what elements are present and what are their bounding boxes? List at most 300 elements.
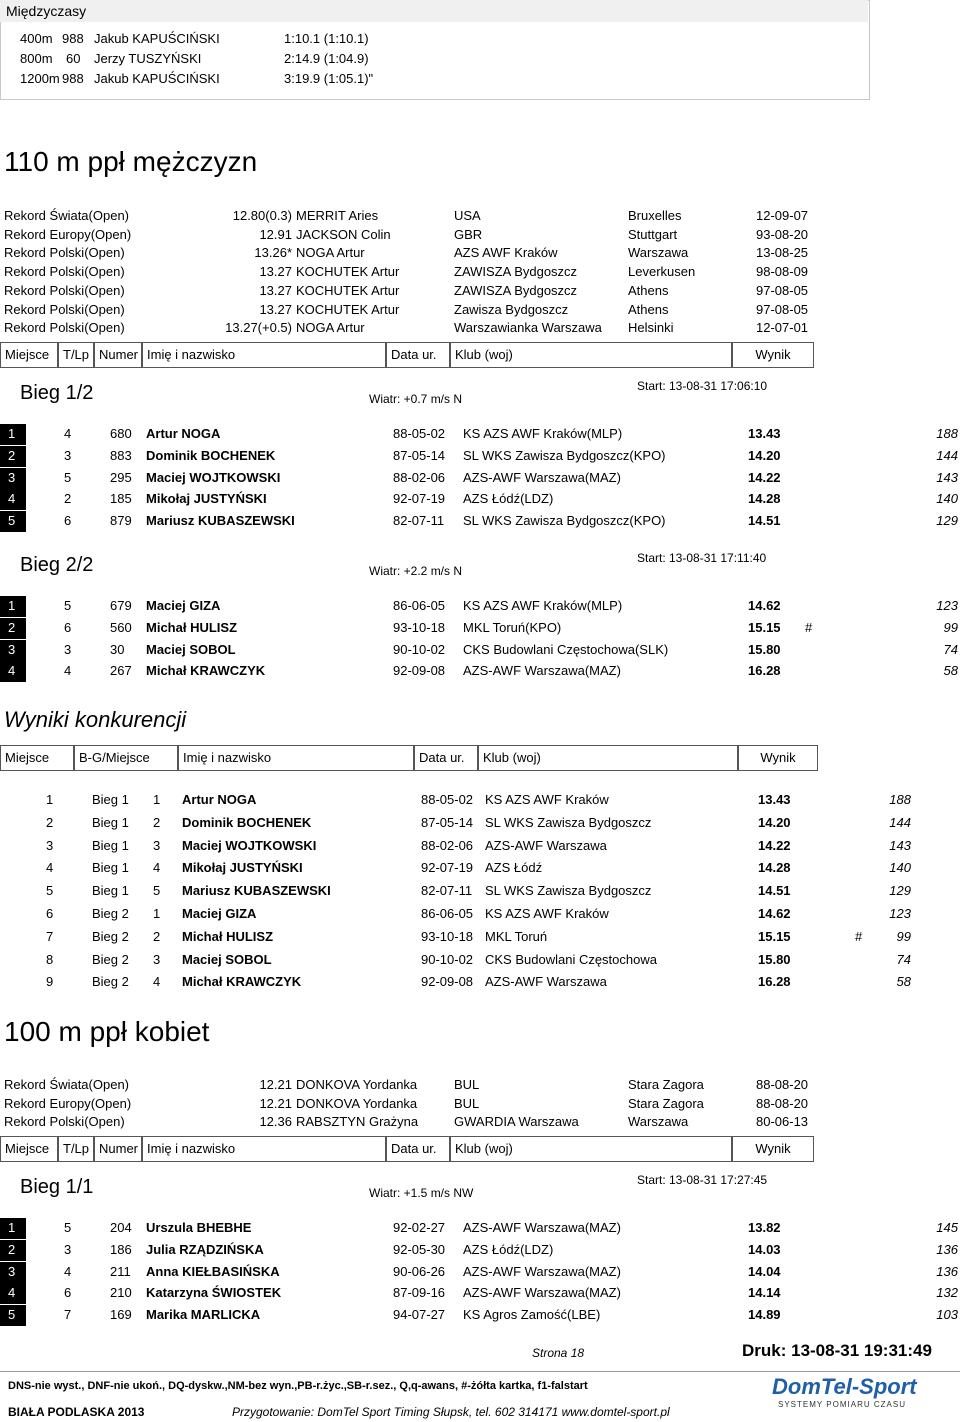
result-time: 15.15 (748, 619, 781, 635)
record-country-club: GBR (454, 226, 483, 242)
heat-wind: Wiatr: +2.2 m/s N (369, 564, 463, 578)
place-number: 2 (8, 447, 16, 463)
record-city: Stuttgart (628, 226, 678, 242)
heat-start-time: Start: 13-08-31 17:11:40 (637, 551, 767, 565)
points: 136 (936, 1263, 958, 1279)
athlete-name: Katarzyna ŚWIOSTEK (146, 1285, 282, 1301)
athlete-name: Mikołaj JUSTYŃSKI (146, 491, 267, 507)
split-row (0, 51, 868, 71)
header-club: Klub (woj) (450, 1136, 732, 1162)
record-label: Rekord Świata(Open) (4, 1077, 129, 1092)
club: KS AZS AWF Kraków(MLP) (463, 426, 623, 441)
place-badge (0, 1262, 26, 1283)
result-time: 14.20 (758, 814, 791, 830)
club: CKS Budowlani Częstochowa(SLK) (463, 641, 669, 657)
club: AZS-AWF Warszawa(MAZ) (463, 469, 621, 485)
record-row (0, 1095, 830, 1113)
athlete-name: Dominik BOCHENEK (182, 814, 312, 830)
page-number: Strona 18 (532, 1346, 585, 1360)
header-bar (0, 342, 820, 370)
place: 5 (46, 883, 54, 899)
result-time: 15.80 (748, 641, 781, 657)
athlete-name: Maciej GIZA (146, 598, 221, 613)
heat: Bieg 2 (92, 928, 129, 944)
points: 188 (936, 426, 958, 441)
heat: Bieg 2 (92, 906, 129, 921)
record-city: Warszawa (628, 245, 689, 261)
birth-date: 88-02-06 (393, 469, 446, 485)
club: AZS-AWF Warszawa(MAZ) (463, 1263, 621, 1279)
header-dob: Data ur. (386, 342, 450, 368)
competition-results-title: Wyniki konkurencji (4, 707, 187, 732)
result-row (0, 1262, 960, 1283)
record-holder: JACKSON Colin (296, 226, 391, 242)
record-label: Rekord Polski(Open) (4, 320, 125, 336)
split-dist: 400m (20, 31, 53, 46)
record-date: 97-08-05 (756, 301, 809, 317)
place-badge (0, 661, 26, 682)
record-city: Warszawa (628, 1114, 689, 1130)
lane: 6 (64, 619, 72, 635)
heat-wind: Wiatr: +0.7 m/s N (369, 392, 463, 406)
athlete-name: Michał KRAWCZYK (182, 974, 302, 990)
result-time: 14.28 (748, 491, 781, 507)
place-number: 5 (8, 513, 16, 529)
athlete-name: Mikołaj JUSTYŃSKI (182, 860, 303, 876)
result-row (0, 618, 960, 639)
club: MKL Toruń (485, 928, 548, 944)
place-number: 4 (8, 491, 16, 507)
place-badge (0, 640, 26, 661)
bib-number: 680 (110, 426, 132, 441)
record-result: 12.80(0.3) (232, 208, 292, 223)
bib-number: 169 (110, 1307, 132, 1323)
birth-date: 87-05-14 (393, 447, 446, 463)
athlete-name: Michał KRAWCZYK (146, 663, 266, 679)
event-name: BIAŁA PODLASKA 2013 (8, 1405, 145, 1419)
place-badge (0, 1283, 26, 1304)
header-result: Wynik (738, 745, 818, 771)
result-time: 14.62 (748, 598, 781, 613)
points: 143 (889, 837, 911, 853)
record-row (0, 1113, 830, 1131)
split-name: Jakub KAPUŚCIŃSKI (94, 31, 220, 46)
header-club: Klub (woj) (450, 342, 732, 368)
athlete-name: Michał HULISZ (182, 928, 274, 944)
birth-date: 94-07-27 (393, 1307, 446, 1323)
result-time: 16.28 (758, 974, 791, 990)
record-row (0, 282, 830, 300)
section-title-men: 110 m ppł mężczyzn (4, 146, 258, 177)
heat: Bieg 1 (92, 860, 129, 876)
result-row (0, 446, 960, 467)
header-dob: Data ur. (386, 1136, 450, 1162)
record-result: 12.36 (259, 1114, 292, 1130)
result-time: 16.28 (748, 663, 781, 679)
header-name: Imię i nazwisko (142, 1136, 386, 1162)
place-badge (0, 1218, 26, 1239)
birth-date: 87-05-14 (421, 814, 474, 830)
competition-row (0, 835, 960, 857)
birth-date: 93-10-18 (393, 619, 446, 635)
split-dist: 800m (20, 51, 53, 66)
split-time: 3:19.9 (1:05.1)" (284, 71, 374, 86)
points: 74 (896, 951, 911, 967)
birth-date: 90-06-26 (393, 1263, 446, 1279)
bib-number: 560 (110, 619, 132, 635)
result-row (0, 1218, 960, 1239)
result-row (0, 596, 960, 617)
header-place: Miejsce (0, 745, 74, 771)
header-bar (0, 1136, 820, 1164)
club: KS AZS AWF Kraków(MLP) (463, 598, 623, 613)
club: SL WKS Zawisza Bydgoszcz (485, 883, 652, 899)
record-date: 93-08-20 (756, 226, 809, 242)
record-city: Helsinki (628, 320, 674, 336)
club: CKS Budowlani Częstochowa (485, 951, 657, 967)
place: 2 (46, 814, 54, 830)
heat: Bieg 2 (92, 974, 129, 990)
athlete-name: Maciej GIZA (182, 906, 257, 921)
heat-place: 3 (153, 951, 161, 967)
lane: 5 (64, 469, 72, 485)
header-name: Imię i nazwisko (178, 745, 414, 771)
competition-row (0, 789, 960, 811)
lane: 3 (64, 447, 72, 463)
yellow-card-mark: # (805, 619, 813, 635)
birth-date: 86-06-05 (421, 906, 474, 921)
record-label: Rekord Polski(Open) (4, 1114, 125, 1130)
result-row (0, 1305, 960, 1326)
record-city: Bruxelles (628, 208, 682, 223)
record-label: Rekord Polski(Open) (4, 301, 125, 317)
logo-subtitle: SYSTEMY POMIARU CZASU (778, 1400, 906, 1409)
lane: 4 (64, 1263, 72, 1279)
place-number: 3 (8, 1263, 16, 1279)
domtel-logo (772, 1374, 952, 1414)
record-result: 13.27 (259, 264, 292, 280)
yellow-card-mark: # (855, 928, 863, 944)
result-time: 14.14 (748, 1285, 781, 1301)
record-country-club: BUL (454, 1077, 480, 1092)
header-lane: T/Lp (58, 342, 94, 368)
points: 123 (889, 906, 911, 921)
club: AZS Łódź(LDZ) (463, 491, 554, 507)
record-holder: KOCHUTEK Artur (296, 301, 400, 317)
place-number: 4 (8, 663, 16, 679)
record-label: Rekord Polski(Open) (4, 264, 125, 280)
print-timestamp: Druk: 13-08-31 19:31:49 (742, 1341, 932, 1360)
club: KS Agros Zamość(LBE) (463, 1307, 601, 1323)
result-time: 13.43 (758, 792, 791, 807)
record-label: Rekord Świata(Open) (4, 208, 129, 223)
record-country-club: ZAWISZA Bydgoszcz (454, 264, 578, 280)
birth-date: 93-10-18 (421, 928, 474, 944)
record-result: 13.27(+0.5) (225, 320, 292, 336)
heat-place: 5 (153, 883, 161, 899)
header-name: Imię i nazwisko (142, 342, 386, 368)
points: 74 (943, 641, 958, 657)
record-date: 13-08-25 (756, 245, 809, 261)
lane: 4 (64, 426, 72, 441)
record-result: 13.27 (259, 301, 292, 317)
split-name: Jakub KAPUŚCIŃSKI (94, 71, 220, 86)
record-label: Rekord Polski(Open) (4, 245, 125, 261)
result-time: 13.43 (748, 426, 781, 441)
header-place: Miejsce (0, 1136, 58, 1162)
points: 140 (936, 491, 958, 507)
record-country-club: USA (454, 208, 481, 223)
header-place: Miejsce (0, 342, 58, 368)
lane: 6 (64, 1285, 72, 1301)
result-time: 13.82 (748, 1220, 781, 1235)
place-number: 5 (8, 1307, 16, 1323)
split-bib: 988 (62, 71, 84, 86)
competition-row (0, 971, 960, 993)
place-number: 2 (8, 1241, 16, 1257)
record-holder: MERRIT Aries (296, 208, 379, 223)
record-city: Leverkusen (628, 264, 696, 280)
club: KS AZS AWF Kraków (485, 906, 609, 921)
record-row (0, 301, 830, 319)
place: 6 (46, 906, 54, 921)
points: 145 (936, 1220, 958, 1235)
birth-date: 92-07-19 (393, 491, 446, 507)
birth-date: 92-07-19 (421, 860, 474, 876)
competition-row (0, 903, 960, 925)
athlete-name: Artur NOGA (146, 426, 221, 441)
result-time: 14.51 (758, 883, 791, 899)
bib-number: 210 (110, 1285, 132, 1301)
points: 188 (889, 792, 911, 807)
header-bar (0, 745, 820, 773)
birth-date: 90-10-02 (393, 641, 446, 657)
result-time: 14.62 (758, 906, 791, 921)
split-times-box (0, 0, 870, 100)
result-time: 15.15 (758, 928, 791, 944)
place-badge (0, 511, 26, 532)
competition-row (0, 949, 960, 971)
heat: Bieg 1 (92, 883, 129, 899)
athlete-name: Maciej SOBOL (146, 641, 236, 657)
result-row (0, 489, 960, 510)
record-city: Stara Zagora (628, 1095, 704, 1111)
record-row (0, 226, 830, 244)
club: SL WKS Zawisza Bydgoszcz(KPO) (463, 513, 666, 529)
place-badge (0, 1305, 26, 1326)
split-bib: 60 (66, 51, 81, 66)
heat: Bieg 2 (92, 951, 129, 967)
points: 132 (936, 1285, 958, 1301)
record-date: 12-07-01 (756, 320, 809, 336)
place-badge (0, 424, 26, 445)
birth-date: 90-10-02 (421, 951, 474, 967)
heat-title: Bieg 1/2 (20, 382, 94, 404)
place-number: 1 (8, 1220, 16, 1235)
points: 143 (936, 469, 958, 485)
result-row (0, 661, 960, 682)
result-row (0, 511, 960, 532)
athlete-name: Maciej WOJTKOWSKI (146, 469, 281, 485)
result-time: 15.80 (758, 951, 791, 967)
place-badge (0, 468, 26, 489)
competition-row (0, 812, 960, 834)
place-number: 3 (8, 641, 16, 657)
athlete-name: Maciej WOJTKOWSKI (182, 837, 317, 853)
lane: 5 (64, 598, 72, 613)
footer-divider (0, 1371, 960, 1372)
athlete-name: Julia RZĄDZIŃSKA (146, 1241, 264, 1257)
record-holder: NOGA Artur (296, 245, 365, 261)
birth-date: 82-07-11 (393, 513, 445, 529)
lane: 3 (64, 641, 72, 657)
record-holder: DONKOVA Yordanka (296, 1077, 418, 1092)
birth-date: 92-02-27 (393, 1220, 446, 1235)
bib-number: 204 (110, 1220, 132, 1235)
bib-number: 267 (110, 663, 132, 679)
record-result: 12.21 (259, 1095, 292, 1111)
birth-date: 82-07-11 (421, 883, 473, 899)
place-badge (0, 618, 26, 639)
record-city: Stara Zagora (628, 1077, 704, 1092)
club: AZS-AWF Warszawa(MAZ) (463, 1285, 621, 1301)
club: AZS-AWF Warszawa(MAZ) (463, 1220, 621, 1235)
athlete-name: Urszula BHEBHE (146, 1220, 252, 1235)
header-lane: T/Lp (58, 1136, 94, 1162)
place-badge (0, 596, 26, 617)
club: SL WKS Zawisza Bydgoszcz(KPO) (463, 447, 666, 463)
place-number: 3 (8, 469, 16, 485)
points: 129 (889, 883, 911, 899)
bib-number: 879 (110, 513, 132, 529)
athlete-name: Dominik BOCHENEK (146, 447, 276, 463)
points: 103 (936, 1307, 958, 1323)
athlete-name: Mariusz KUBASZEWSKI (146, 513, 295, 529)
heat-place: 3 (153, 837, 161, 853)
birth-date: 88-05-02 (393, 426, 446, 441)
header-result: Wynik (732, 342, 814, 368)
header-bib: Numer (94, 1136, 142, 1162)
split-times-header (0, 0, 868, 22)
result-row (0, 1283, 960, 1304)
club: AZS-AWF Warszawa (485, 974, 607, 990)
heat-place: 4 (153, 860, 161, 876)
record-country-club: Zawisza Bydgoszcz (454, 301, 569, 317)
points: 144 (889, 814, 911, 830)
lane: 4 (64, 663, 72, 679)
place: 9 (46, 974, 54, 990)
result-time: 14.04 (748, 1263, 781, 1279)
place-number: 1 (8, 426, 16, 441)
result-row (0, 640, 960, 661)
record-row (0, 207, 830, 225)
record-holder: DONKOVA Yordanka (296, 1095, 418, 1111)
athlete-name: Mariusz KUBASZEWSKI (182, 883, 331, 899)
record-label: Rekord Polski(Open) (4, 282, 125, 298)
result-time: 14.22 (748, 469, 781, 485)
heat-start-time: Start: 13-08-31 17:06:10 (637, 379, 768, 393)
record-date: 80-06-13 (756, 1114, 809, 1130)
abbreviations-legend: DNS-nie wyst., DNF-nie ukoń., DQ-dyskw.,NM-bez wyn.,PB-r.życ.,SB-r.sez., Q,q-awans, #-żółta kartka, f1-falstart (8, 1380, 588, 1392)
birth-date: 92-05-30 (393, 1241, 446, 1257)
split-time: 2:14.9 (1:04.9) (284, 51, 369, 66)
split-row (0, 71, 868, 91)
record-country-club: AZS AWF Kraków (454, 245, 558, 261)
club: AZS Łódź(LDZ) (463, 1241, 554, 1257)
result-time: 14.20 (748, 447, 781, 463)
record-result: 13.26* (254, 245, 292, 261)
birth-date: 86-06-05 (393, 598, 446, 613)
heat: Bieg 1 (92, 792, 129, 807)
club: AZS-AWF Warszawa (485, 837, 607, 853)
header-result: Wynik (732, 1136, 814, 1162)
place: 7 (46, 928, 54, 944)
lane: 2 (64, 491, 72, 507)
header-bib: Numer (94, 342, 142, 368)
record-date: 88-08-20 (756, 1095, 809, 1111)
record-result: 12.21 (259, 1077, 292, 1092)
heat-title: Bieg 1/1 (20, 1176, 94, 1198)
heat: Bieg 1 (92, 814, 129, 830)
record-label: Rekord Europy(Open) (4, 1095, 132, 1111)
place-number: 2 (8, 619, 16, 635)
record-city: Athens (628, 282, 669, 298)
points: 129 (936, 513, 958, 529)
points: 99 (896, 928, 911, 944)
place: 8 (46, 951, 54, 967)
place-number: 1 (8, 598, 16, 613)
split-row (0, 31, 868, 51)
result-time: 14.22 (758, 837, 791, 853)
record-country-club: GWARDIA Warszawa (454, 1114, 579, 1130)
points: 58 (943, 663, 958, 679)
heat-start-time: Start: 13-08-31 17:27:45 (637, 1173, 768, 1187)
record-label: Rekord Europy(Open) (4, 226, 132, 242)
result-row (0, 468, 960, 489)
place-badge (0, 446, 26, 467)
record-holder: RABSZTYN Grażyna (296, 1114, 419, 1130)
points: 123 (936, 598, 958, 613)
club: AZS-AWF Warszawa(MAZ) (463, 663, 621, 679)
result-time: 14.51 (748, 513, 781, 529)
result-time: 14.89 (748, 1307, 781, 1323)
record-date: 97-08-05 (756, 282, 809, 298)
place-badge (0, 1240, 26, 1261)
bib-number: 883 (110, 447, 132, 463)
club: MKL Toruń(KPO) (463, 619, 562, 635)
athlete-name: Anna KIEŁBASIŃSKA (146, 1263, 280, 1279)
heat: Bieg 1 (92, 837, 129, 853)
points: 136 (936, 1241, 958, 1257)
lane: 7 (64, 1307, 72, 1323)
record-row (0, 244, 830, 262)
birth-date: 92-09-08 (393, 663, 446, 679)
club: AZS Łódź (485, 860, 543, 876)
record-date: 88-08-20 (756, 1077, 809, 1092)
bib-number: 295 (110, 469, 132, 485)
record-date: 12-09-07 (756, 208, 809, 223)
record-holder: NOGA Artur (296, 320, 365, 336)
header-heat: B-G/Miejsce (74, 745, 178, 771)
result-time: 14.03 (748, 1241, 781, 1257)
heat-place: 2 (153, 928, 161, 944)
place: 3 (46, 837, 54, 853)
heat-place: 4 (153, 974, 161, 990)
points: 99 (943, 619, 958, 635)
record-country-club: ZAWISZA Bydgoszcz (454, 282, 578, 298)
place: 4 (46, 860, 54, 876)
birth-date: 88-05-02 (421, 792, 474, 807)
